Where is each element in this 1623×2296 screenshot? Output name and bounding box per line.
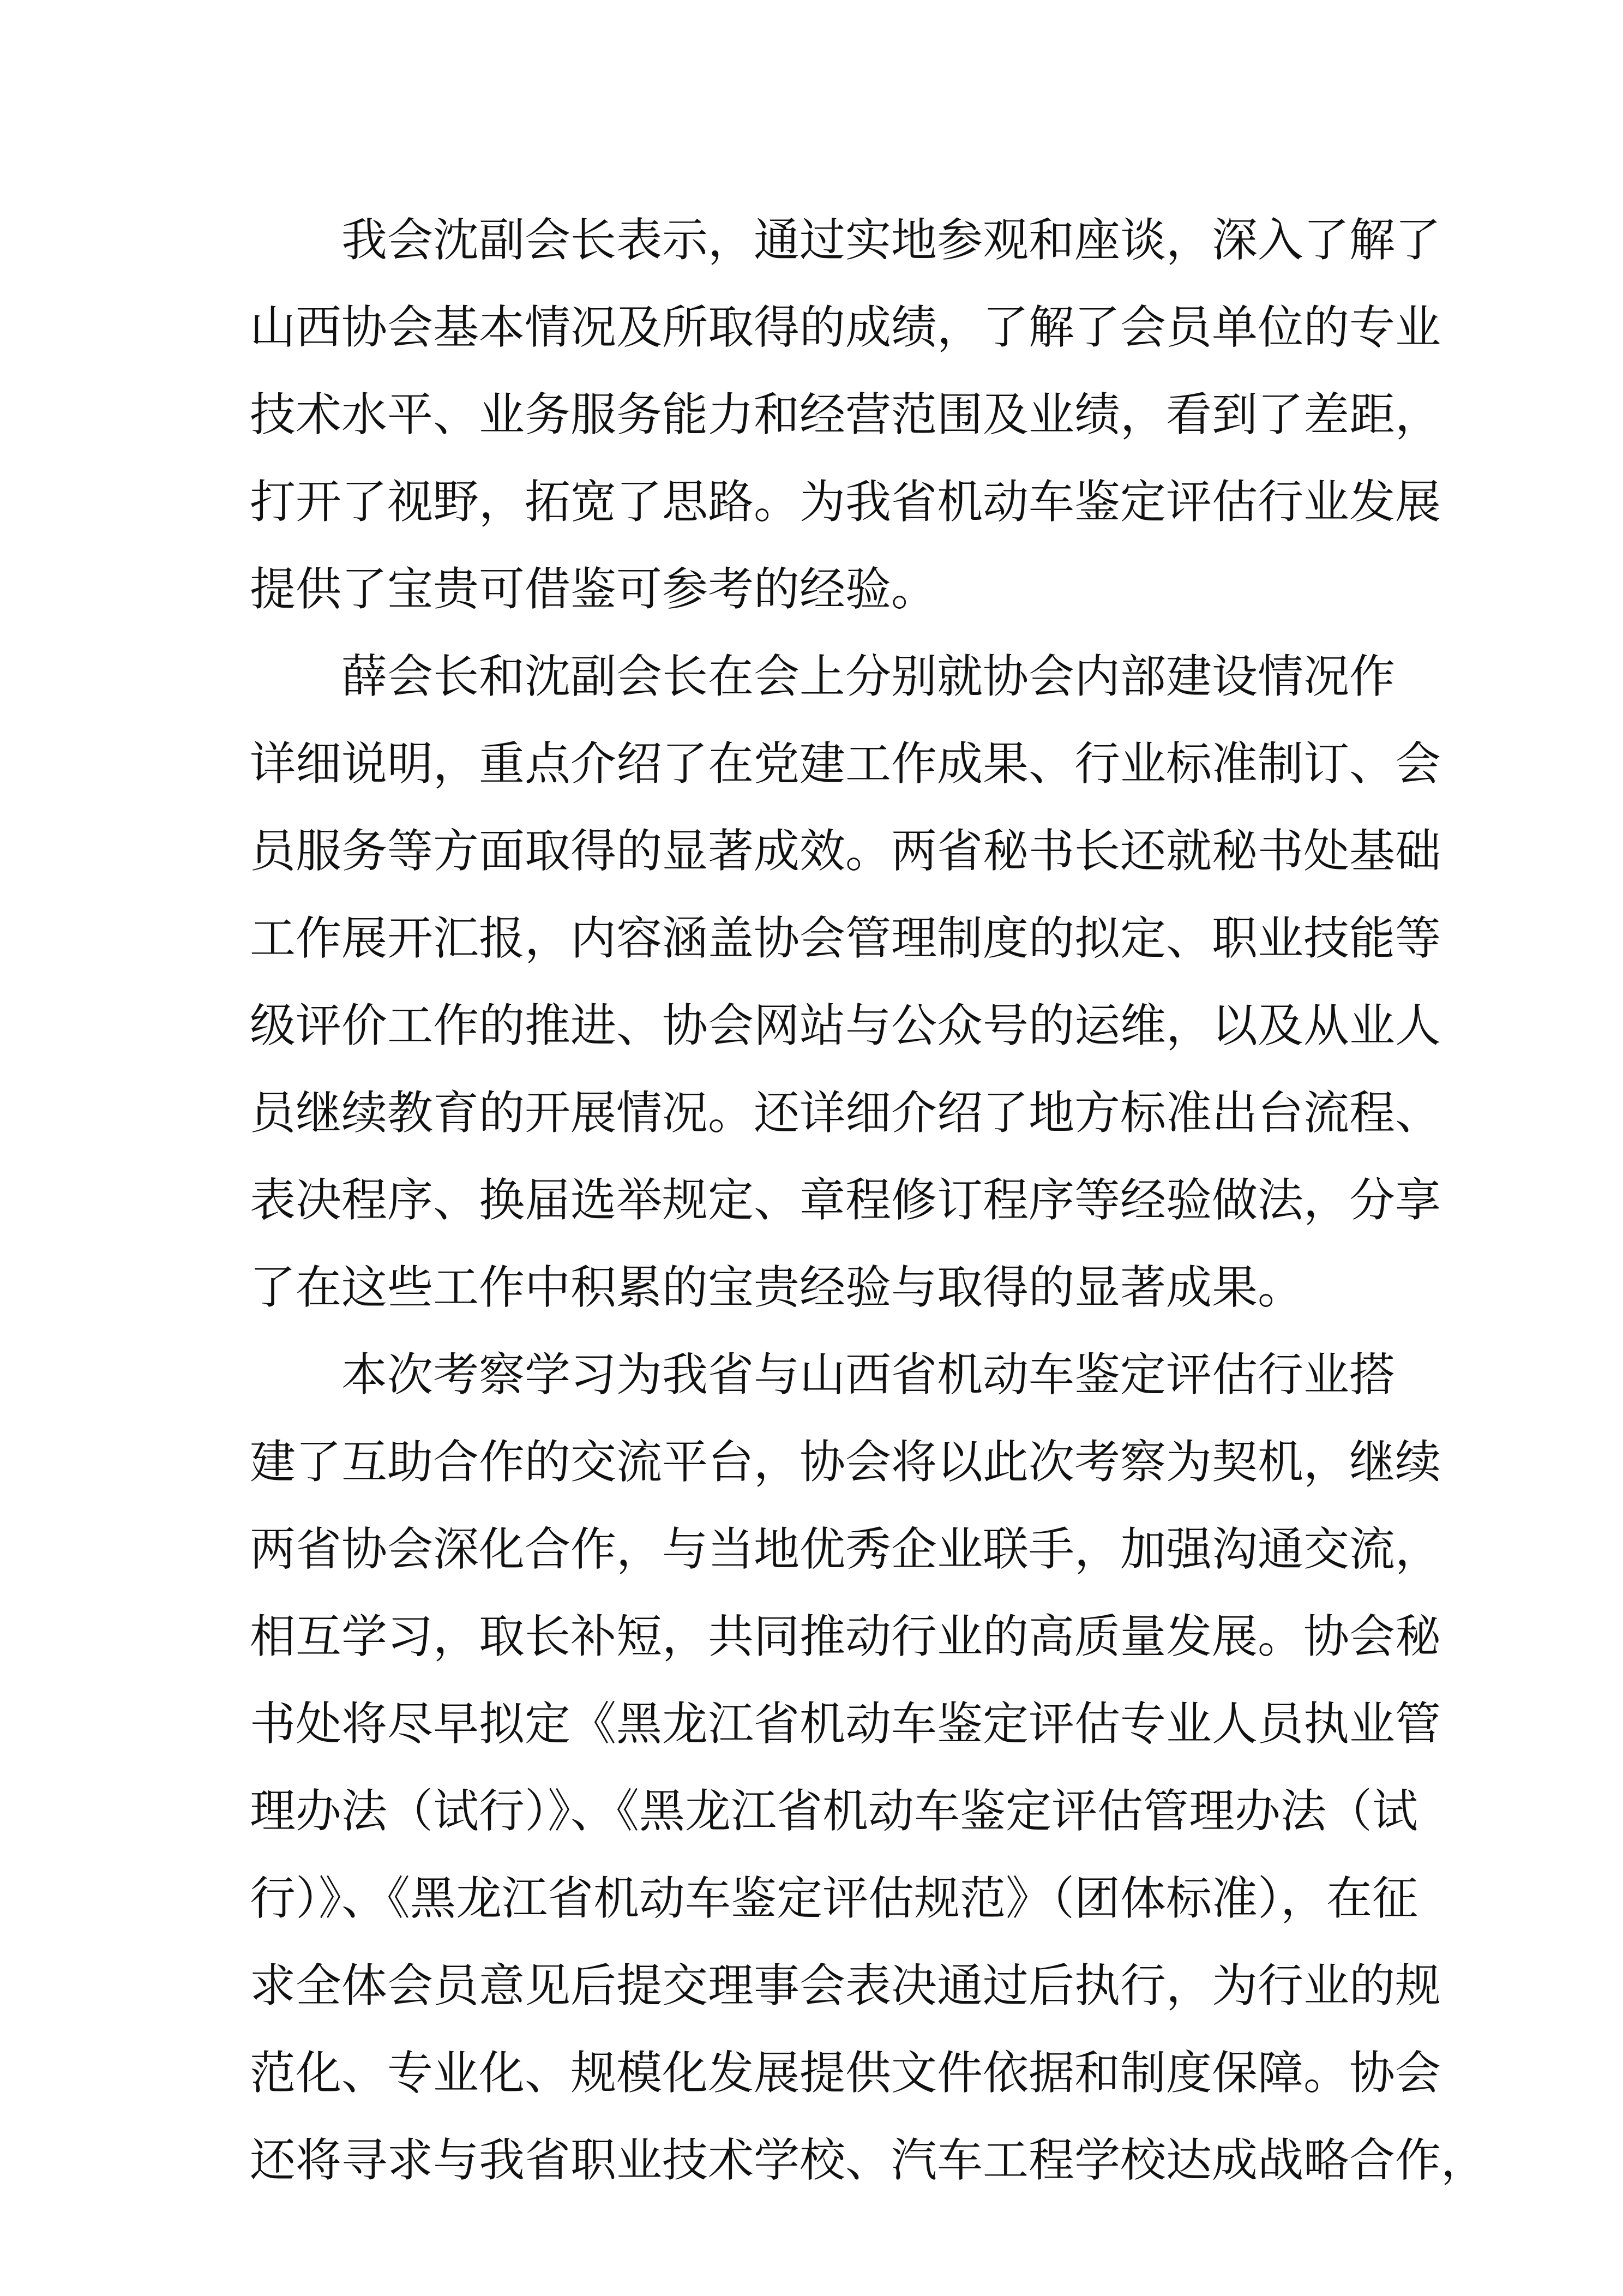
text-line: 书处将尽早拟定《黑龙江省机动车鉴定评估专业人员执业管 — [250, 1697, 1441, 1751]
text-line: 两省协会深化合作，与当地优秀企业联手，加强沟通交流， — [250, 1522, 1441, 1576]
text-line: 打开了视野，拓宽了思路。为我省机动车鉴定评估行业发展 — [250, 475, 1441, 529]
paragraph — [250, 633, 1441, 1331]
paragraph — [250, 196, 1441, 633]
text-line: 还将寻求与我省职业技术学校、汽车工程学校达成战略合作， — [250, 2133, 1487, 2187]
text-line: 了在这些工作中积累的宝贵经验与取得的显著成果。 — [250, 1261, 1304, 1314]
text-line: 级评价工作的推进、协会网站与公众号的运维，以及从业人 — [250, 999, 1441, 1052]
text-line: 建了互助合作的交流平台，协会将以此次考察为契机，继续 — [250, 1435, 1441, 1489]
paragraph — [250, 1331, 1487, 2204]
text-line: 范化、专业化、规模化发展提供文件依据和制度保障。协会 — [250, 2046, 1441, 2100]
text-line: 薛会长和沈副会长在会上分别就协会内部建设情况作 — [341, 650, 1396, 703]
text-line: 表决程序、换届选举规定、章程修订程序等经验做法，分享 — [250, 1173, 1441, 1227]
document-body — [250, 196, 1487, 2204]
text-line: 我会沈副会长表示，通过实地参观和座谈，深入了解了 — [341, 213, 1441, 267]
text-line: 员继续教育的开展情况。还详细介绍了地方标准出台流程、 — [250, 1086, 1441, 1140]
text-line: 技术水平、业务服务能力和经营范围及业绩，看到了差距， — [250, 388, 1441, 441]
text-line: 山西协会基本情况及所取得的成绩，了解了会员单位的专业 — [250, 301, 1441, 354]
text-line: 求全体会员意见后提交理事会表决通过后执行，为行业的规 — [250, 1959, 1441, 2012]
text-line: 本次考察学习为我省与山西省机动车鉴定评估行业搭 — [341, 1348, 1396, 1401]
text-line: 工作展开汇报，内容涵盖协会管理制度的拟定、职业技能等 — [250, 912, 1441, 965]
text-line: 相互学习，取长补短，共同推动行业的高质量发展。协会秘 — [250, 1610, 1441, 1663]
text-line: 员服务等方面取得的显著成效。两省秘书长还就秘书处基础 — [250, 824, 1441, 878]
text-line: 行）》、《黑龙江省机动车鉴定评估规范》（团体标准），在征 — [250, 1872, 1418, 1925]
text-line: 理办法（试行）》、《黑龙江省机动车鉴定评估管理办法（试 — [250, 1784, 1418, 1838]
text-line: 提供了宝贵可借鉴可参考的经验。 — [250, 562, 937, 616]
text-line: 详细说明，重点介绍了在党建工作成果、行业标准制订、会 — [250, 737, 1441, 790]
